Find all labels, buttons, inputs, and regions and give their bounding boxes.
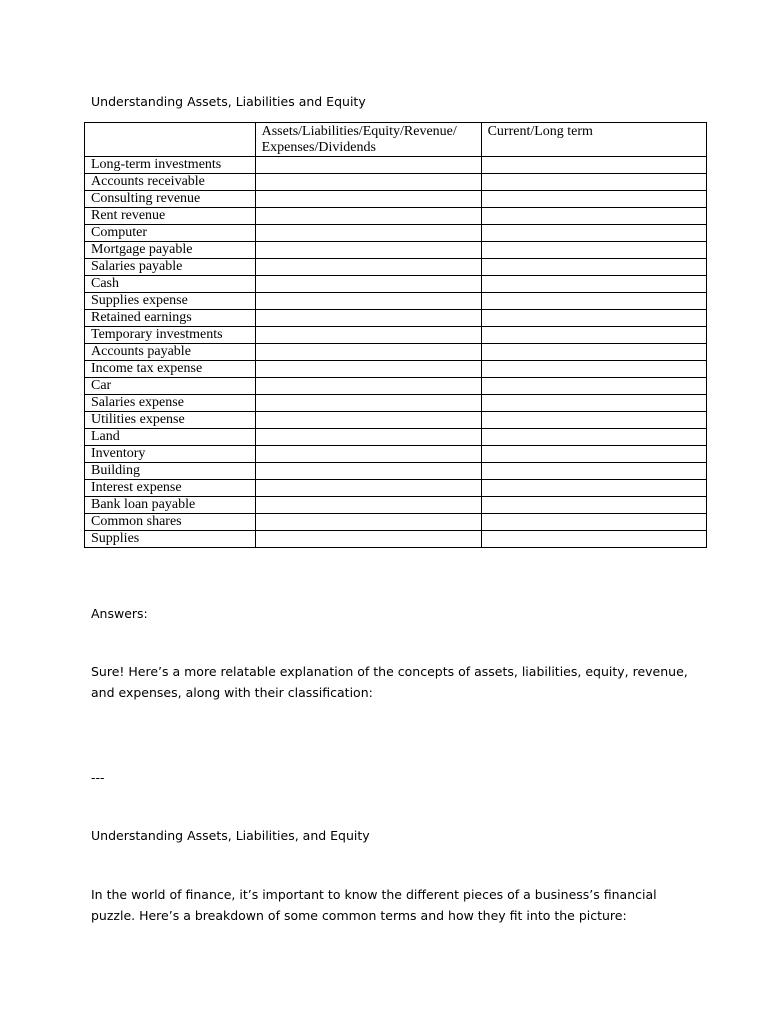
document-title: Understanding Assets, Liabilities and Equity (91, 94, 366, 109)
table-row (85, 259, 707, 276)
category-answer-cell (255, 514, 481, 531)
term-answer-cell (481, 310, 706, 327)
category-answer-cell (255, 412, 481, 429)
row-label-cell: Computer (85, 225, 256, 242)
table-row (85, 310, 707, 327)
category-answer-cell (255, 531, 481, 548)
row-label-cell: Consulting revenue (85, 191, 256, 208)
answers-label: Answers: (91, 606, 148, 621)
term-answer-cell (481, 497, 706, 514)
table-row (85, 412, 707, 429)
term-answer-cell (481, 378, 706, 395)
category-answer-cell (255, 344, 481, 361)
category-answer-cell (255, 361, 481, 378)
table-row (85, 514, 707, 531)
table-row (85, 429, 707, 446)
table-row (85, 378, 707, 395)
term-answer-cell (481, 463, 706, 480)
row-label-cell: Land (85, 429, 256, 446)
row-label-cell: Bank loan payable (85, 497, 256, 514)
category-answer-cell (255, 429, 481, 446)
term-answer-cell (481, 327, 706, 344)
term-answer-cell (481, 446, 706, 463)
section-heading: Understanding Assets, Liabilities, and Equity (91, 828, 370, 843)
row-label-cell: Supplies (85, 531, 256, 548)
category-answer-cell (255, 259, 481, 276)
table-row (85, 361, 707, 378)
row-label-cell: Long-term investments (85, 157, 256, 174)
category-answer-cell (255, 497, 481, 514)
term-answer-cell (481, 242, 706, 259)
category-answer-cell (255, 327, 481, 344)
row-label-cell: Supplies expense (85, 293, 256, 310)
term-answer-cell (481, 208, 706, 225)
term-answer-cell (481, 157, 706, 174)
table-row (85, 174, 707, 191)
category-answer-cell (255, 310, 481, 327)
table-row (85, 276, 707, 293)
term-answer-cell (481, 344, 706, 361)
row-label-cell: Interest expense (85, 480, 256, 497)
row-label-cell: Accounts payable (85, 344, 256, 361)
category-answer-cell (255, 191, 481, 208)
header-cell-empty (85, 123, 256, 157)
term-answer-cell (481, 174, 706, 191)
table-row (85, 293, 707, 310)
category-answer-cell (255, 480, 481, 497)
row-label-cell: Inventory (85, 446, 256, 463)
table-row (85, 225, 707, 242)
table-row (85, 531, 707, 548)
term-answer-cell (481, 514, 706, 531)
category-answer-cell (255, 293, 481, 310)
row-label-cell: Salaries payable (85, 259, 256, 276)
term-answer-cell (481, 531, 706, 548)
classification-table (84, 122, 707, 548)
category-answer-cell (255, 174, 481, 191)
term-answer-cell (481, 412, 706, 429)
row-label-cell: Cash (85, 276, 256, 293)
term-answer-cell (481, 276, 706, 293)
term-answer-cell (481, 429, 706, 446)
header-cell-term: Current/Long term (481, 123, 706, 157)
table-row (85, 208, 707, 225)
category-answer-cell (255, 157, 481, 174)
term-answer-cell (481, 395, 706, 412)
table-row (85, 395, 707, 412)
category-answer-cell (255, 446, 481, 463)
category-answer-cell (255, 225, 481, 242)
row-label-cell: Temporary investments (85, 327, 256, 344)
body-paragraph: In the world of finance, it’s important to know the different pieces of a business’s financial puzzle. Here’s a breakdown of some common terms and how they fit into the picture: (91, 887, 657, 923)
table-row (85, 480, 707, 497)
category-answer-cell (255, 242, 481, 259)
row-label-cell: Mortgage payable (85, 242, 256, 259)
category-answer-cell (255, 208, 481, 225)
category-answer-cell (255, 395, 481, 412)
table-row (85, 327, 707, 344)
term-answer-cell (481, 293, 706, 310)
table-row (85, 242, 707, 259)
row-label-cell: Accounts receivable (85, 174, 256, 191)
row-label-cell: Common shares (85, 514, 256, 531)
row-label-cell: Utilities expense (85, 412, 256, 429)
term-answer-cell (481, 225, 706, 242)
intro-paragraph: Sure! Here’s a more relatable explanation of the concepts of assets, liabilities, equity, revenue, and expenses, along with their classification: (91, 664, 688, 700)
term-answer-cell (481, 480, 706, 497)
table-row (85, 497, 707, 514)
table-row (85, 446, 707, 463)
row-label-cell: Retained earnings (85, 310, 256, 327)
category-answer-cell (255, 276, 481, 293)
row-label-cell: Car (85, 378, 256, 395)
table-header-row (85, 123, 707, 157)
row-label-cell: Salaries expense (85, 395, 256, 412)
row-label-cell: Building (85, 463, 256, 480)
row-label-cell: Rent revenue (85, 208, 256, 225)
category-answer-cell (255, 378, 481, 395)
term-answer-cell (481, 361, 706, 378)
term-answer-cell (481, 191, 706, 208)
table-row (85, 157, 707, 174)
term-answer-cell (481, 259, 706, 276)
header-cell-category: Assets/Liabilities/Equity/Revenue/ Expenses/Dividends (255, 123, 481, 157)
table-row (85, 344, 707, 361)
table-row (85, 191, 707, 208)
separator-text: --- (91, 770, 105, 785)
table-row (85, 463, 707, 480)
row-label-cell: Income tax expense (85, 361, 256, 378)
category-answer-cell (255, 463, 481, 480)
